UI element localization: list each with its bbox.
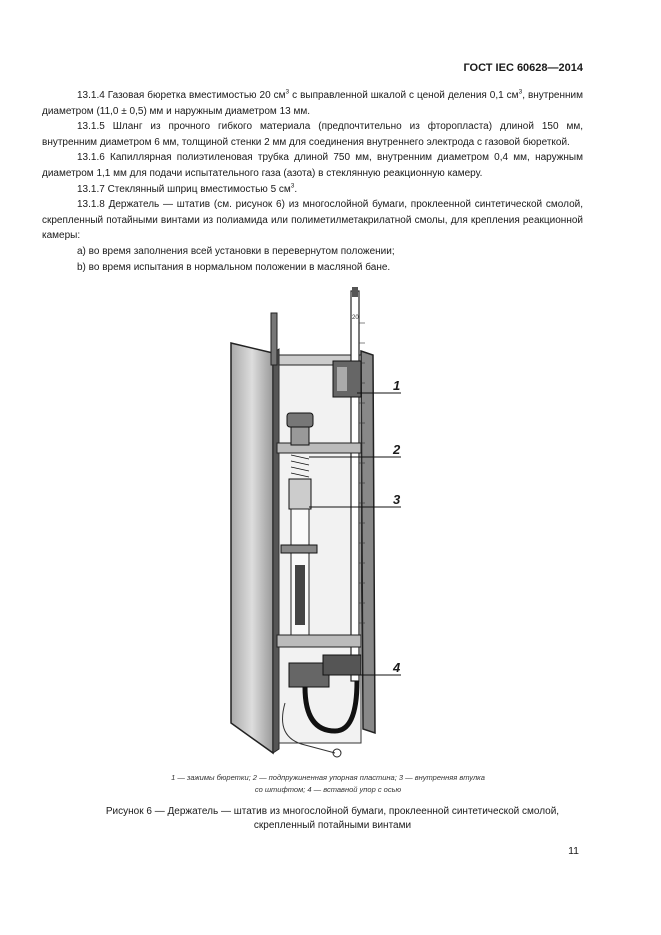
list-item-b: b) во время испытания в нормальном положении в масляной бане. [77,261,391,273]
p4-text-a: 13.1.7 Стеклянный шприц вместимостью 5 см [77,183,291,195]
burette-top [352,287,358,297]
figure-holder-stand [225,283,415,759]
gas-burette [351,291,359,681]
paragraph-13-1-5: 13.1.5 Шланг из прочного гибкого материала (предпочтительно из фторопласта) длиной 150 мм, внутренним диаметром 6 мм, толщиной стенки 2 мм для соединения внутреннего электрода с газовой бюреткой. [42,121,583,148]
left-board-edge [273,349,279,753]
chamber-clamp [281,545,317,553]
p1-text-a: 13.1.4 Газовая бюретка вместимостью 20 см [77,90,286,101]
top-rod [271,313,277,365]
top-knob [287,413,313,427]
inner-electrode [295,565,305,625]
callout-4: 4 [393,660,401,675]
p4-sup: 3 [290,182,295,190]
left-board [231,343,273,753]
paragraph-13-1-6: 13.1.6 Капиллярная полиэтиленовая трубка длиной 750 мм, внутренним диаметром 0,4 мм, наружным диаметром 1,1 мм для подачи испытательного газа (азота) в стеклянную реакционную камеру. [42,152,583,179]
spring-plate [277,443,361,453]
callout-1: 1 [393,378,401,393]
paragraph-13-1-8: 13.1.8 Держатель — штатив (см. рисунок 6) из многослойной бумаги, проклеенной синтетической смолой, скрепленный потайными винтами из полиамида или полиметилметакрилатной смолы, для крепления реакционной камеры: [42,199,583,242]
page-number: 11 [568,845,579,857]
list-item-a: а) во время заполнения всей установки в перевернутом положении; [77,245,395,257]
legend-line-1: 1 — зажимы бюретки; 2 — подпружиненная упорная пластина; 3 — внутренняя втулка [171,773,485,782]
holder-stand-drawing [225,283,415,759]
spring-housing [291,427,309,445]
p4-text-c: . [294,183,298,195]
p1-text-b: с выправленной шкалой с ценой деления 0,1 см [289,90,519,101]
standard-header: ГОСТ IEC 60628—2014 [463,62,583,74]
body-text [42,88,583,275]
stop-block [323,655,361,675]
caption-line-1: Рисунок 6 — Держатель — штатив из многослойной бумаги, проклеенной синтетической смолой, [105,806,560,817]
legend-line-2: со штифтом; 4 — вставной упор с осью [254,785,402,794]
bottom-shelf [277,635,361,647]
burette-clamp-inner [337,367,347,391]
right-board [361,351,375,733]
p1-sup-2: 3 [518,88,523,96]
callout-2: 2 [393,442,401,457]
paragraph-13-1-4 [42,88,583,119]
callout-3: 3 [393,492,401,507]
inner-sleeve [289,479,311,509]
paragraph-13-1-7 [42,182,583,198]
caption-line-2: скрепленный потайными винтами [253,820,412,831]
burette-scale-label: 20 [352,315,359,321]
p1-text-c: , внутренним диаметром (11,0 ± 0,5) мм и наружным диаметром 13 мм. [42,90,583,117]
figure-legend [118,772,538,796]
p1-sup-1: 3 [285,88,290,96]
figure-caption [60,805,605,833]
